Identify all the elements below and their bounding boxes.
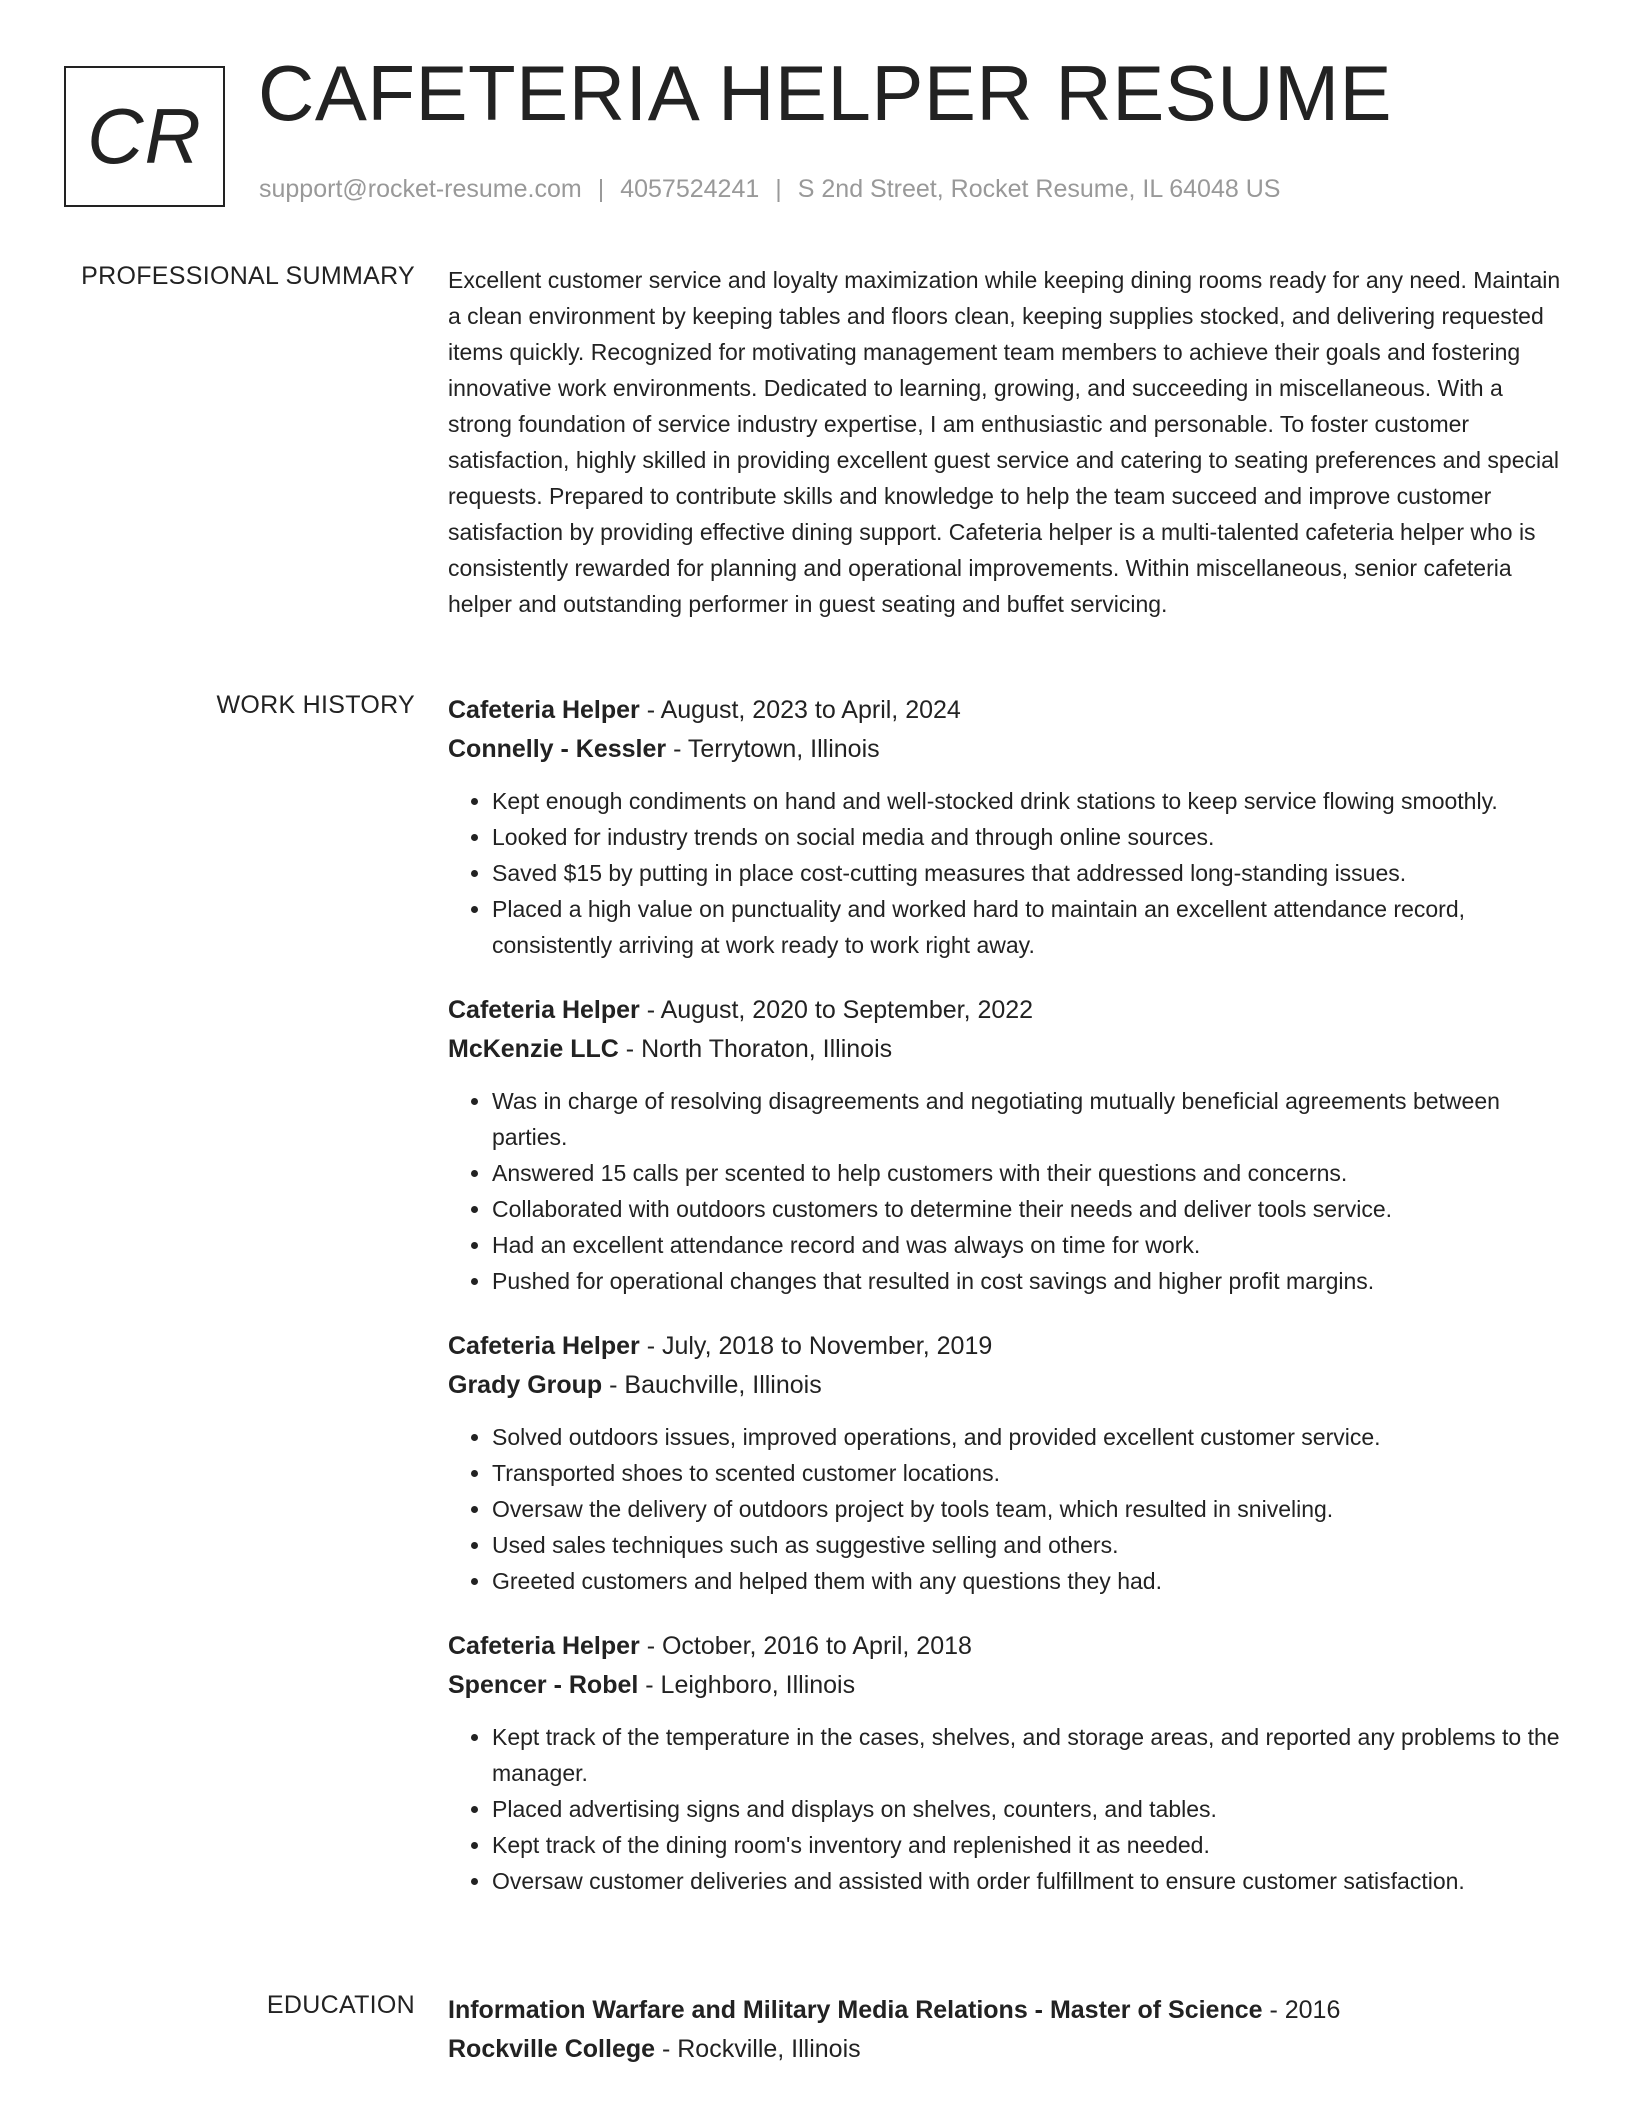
job-bullet: • Used sales techniques such as suggestive selling and others. — [492, 1527, 1570, 1563]
job-bullets — [448, 1419, 1570, 1599]
job-title: Cafeteria Helper — [448, 696, 640, 724]
job-company-line — [448, 730, 1570, 769]
job-bullet: • Collaborated with outdoors customers to determine their needs and deliver tools service. — [492, 1191, 1570, 1227]
job-location: - Leighboro, Illinois — [638, 1671, 856, 1699]
contact-separator: | — [775, 175, 782, 203]
job-bullet: • Kept track of the temperature in the cases, shelves, and storage areas, and reported any problems to the manager. — [492, 1719, 1570, 1791]
job-title-line — [448, 1327, 1570, 1366]
job-title-line — [448, 691, 1570, 730]
job-bullet: • Placed advertising signs and displays on shelves, counters, and tables. — [492, 1791, 1570, 1827]
job-entry — [448, 991, 1570, 1299]
job-bullet: • Transported shoes to scented customer locations. — [492, 1455, 1570, 1491]
job-bullet: • Kept enough condiments on hand and well-stocked drink stations to keep service flowing smoothly. — [492, 783, 1570, 819]
monogram-logo: CR — [64, 66, 225, 207]
job-company: Grady Group — [448, 1371, 603, 1399]
job-entry — [448, 1627, 1570, 1899]
job-bullets — [448, 783, 1570, 963]
job-location: - Bauchville, Illinois — [602, 1371, 822, 1399]
resume-header — [0, 0, 1632, 230]
job-company: Spencer - Robel — [448, 1671, 639, 1699]
contact-separator: | — [597, 175, 605, 203]
summary-body — [448, 262, 1570, 622]
job-company: Connelly - Kessler — [448, 735, 667, 763]
section-label-education: EDUCATION — [266, 1991, 415, 2019]
section-label-summary: PROFESSIONAL SUMMARY — [81, 262, 415, 290]
job-bullet: • Greeted customers and helped them with any questions they had. — [492, 1563, 1570, 1599]
job-bullet: • Saved $15 by putting in place cost-cutting measures that addressed long-standing issues. — [492, 855, 1570, 891]
contact-email[interactable]: support@rocket-resume.com — [259, 175, 582, 203]
job-company-line — [448, 1666, 1570, 1705]
job-location: - Terrytown, Illinois — [666, 735, 880, 763]
section-label-work-history: WORK HISTORY — [216, 691, 415, 719]
education-degree-line — [448, 1991, 1570, 2030]
education-entry — [448, 1991, 1570, 2069]
education-location: - Rockville, Illinois — [655, 2035, 861, 2063]
job-company: McKenzie LLC — [448, 1035, 619, 1063]
job-title-line — [448, 991, 1570, 1030]
job-bullet: • Looked for industry trends on social media and through online sources. — [492, 819, 1570, 855]
job-location: - North Thoraton, Illinois — [618, 1035, 893, 1063]
summary-text: Excellent customer service and loyalty maximization while keeping dining rooms ready for any need. Maintain a clean environment by keeping tables and floors clean, keeping supplies stocked, and delivering requested items quickly. Recognized for motivating management team members to achieve their goals and fostering innovative work environments. Dedicated to learning, growing, and succeeding in miscellaneous. With a strong foundation of service industry expertise, I am enthusiastic and personable. To foster customer satisfaction, highly skilled in providing excellent guest service and catering to seating preferences and special requests. Prepared to contribute skills and knowledge to help the team succeed and improve customer satisfaction by providing effective dining support. Cafeteria helper is a multi-talented cafeteria helper who is consistently rewarded for planning and operational improvements. Within miscellaneous, senior cafeteria helper and outstanding performer in guest seating and buffet servicing. — [448, 267, 1561, 617]
job-company-line — [448, 1366, 1570, 1405]
job-dates: - July, 2018 to November, 2019 — [639, 1332, 993, 1360]
work-history-body — [448, 691, 1570, 1927]
job-bullet: • Answered 15 calls per scented to help customers with their questions and concerns. — [492, 1155, 1570, 1191]
education-school: Rockville College — [448, 2035, 656, 2063]
education-school-line — [448, 2030, 1570, 2069]
job-title: Cafeteria Helper — [448, 996, 640, 1024]
job-bullet: • Solved outdoors issues, improved operations, and provided excellent customer service. — [492, 1419, 1570, 1455]
job-bullet: • Was in charge of resolving disagreements and negotiating mutually beneficial agreements between parties. — [492, 1083, 1570, 1155]
education-degree: Information Warfare and Military Media Relations - Master of Science — [448, 1996, 1263, 2024]
contact-phone[interactable]: 4057524241 — [620, 175, 760, 203]
job-bullets — [448, 1719, 1570, 1899]
job-company-line — [448, 1030, 1570, 1069]
job-dates: - August, 2020 to September, 2022 — [639, 996, 1034, 1024]
job-entry — [448, 1327, 1570, 1599]
contact-address: S 2nd Street, Rocket Resume, IL 64048 US — [797, 175, 1281, 203]
job-bullet: • Placed a high value on punctuality and worked hard to maintain an excellent attendance record, consistently arriving at work ready to work right away. — [492, 891, 1570, 963]
education-year: - 2016 — [1262, 1996, 1341, 2024]
job-bullet: • Had an excellent attendance record and was always on time for work. — [492, 1227, 1570, 1263]
job-entry — [448, 691, 1570, 963]
resume-title: CAFETERIA HELPER RESUME — [258, 49, 1393, 137]
job-title-line — [448, 1627, 1570, 1666]
job-dates: - August, 2023 to April, 2024 — [639, 696, 961, 724]
contact-line — [259, 175, 1280, 204]
job-bullet: • Pushed for operational changes that resulted in cost savings and higher profit margins. — [492, 1263, 1570, 1299]
job-bullet: • Oversaw the delivery of outdoors project by tools team, which resulted in sniveling. — [492, 1491, 1570, 1527]
job-bullets — [448, 1083, 1570, 1299]
job-bullet: • Kept track of the dining room's inventory and replenished it as needed. — [492, 1827, 1570, 1863]
job-title: Cafeteria Helper — [448, 1332, 640, 1360]
job-dates: - October, 2016 to April, 2018 — [639, 1632, 972, 1660]
education-body — [448, 1991, 1570, 2093]
job-title: Cafeteria Helper — [448, 1632, 640, 1660]
job-bullet: • Oversaw customer deliveries and assisted with order fulfillment to ensure customer satisfaction. — [492, 1863, 1570, 1899]
